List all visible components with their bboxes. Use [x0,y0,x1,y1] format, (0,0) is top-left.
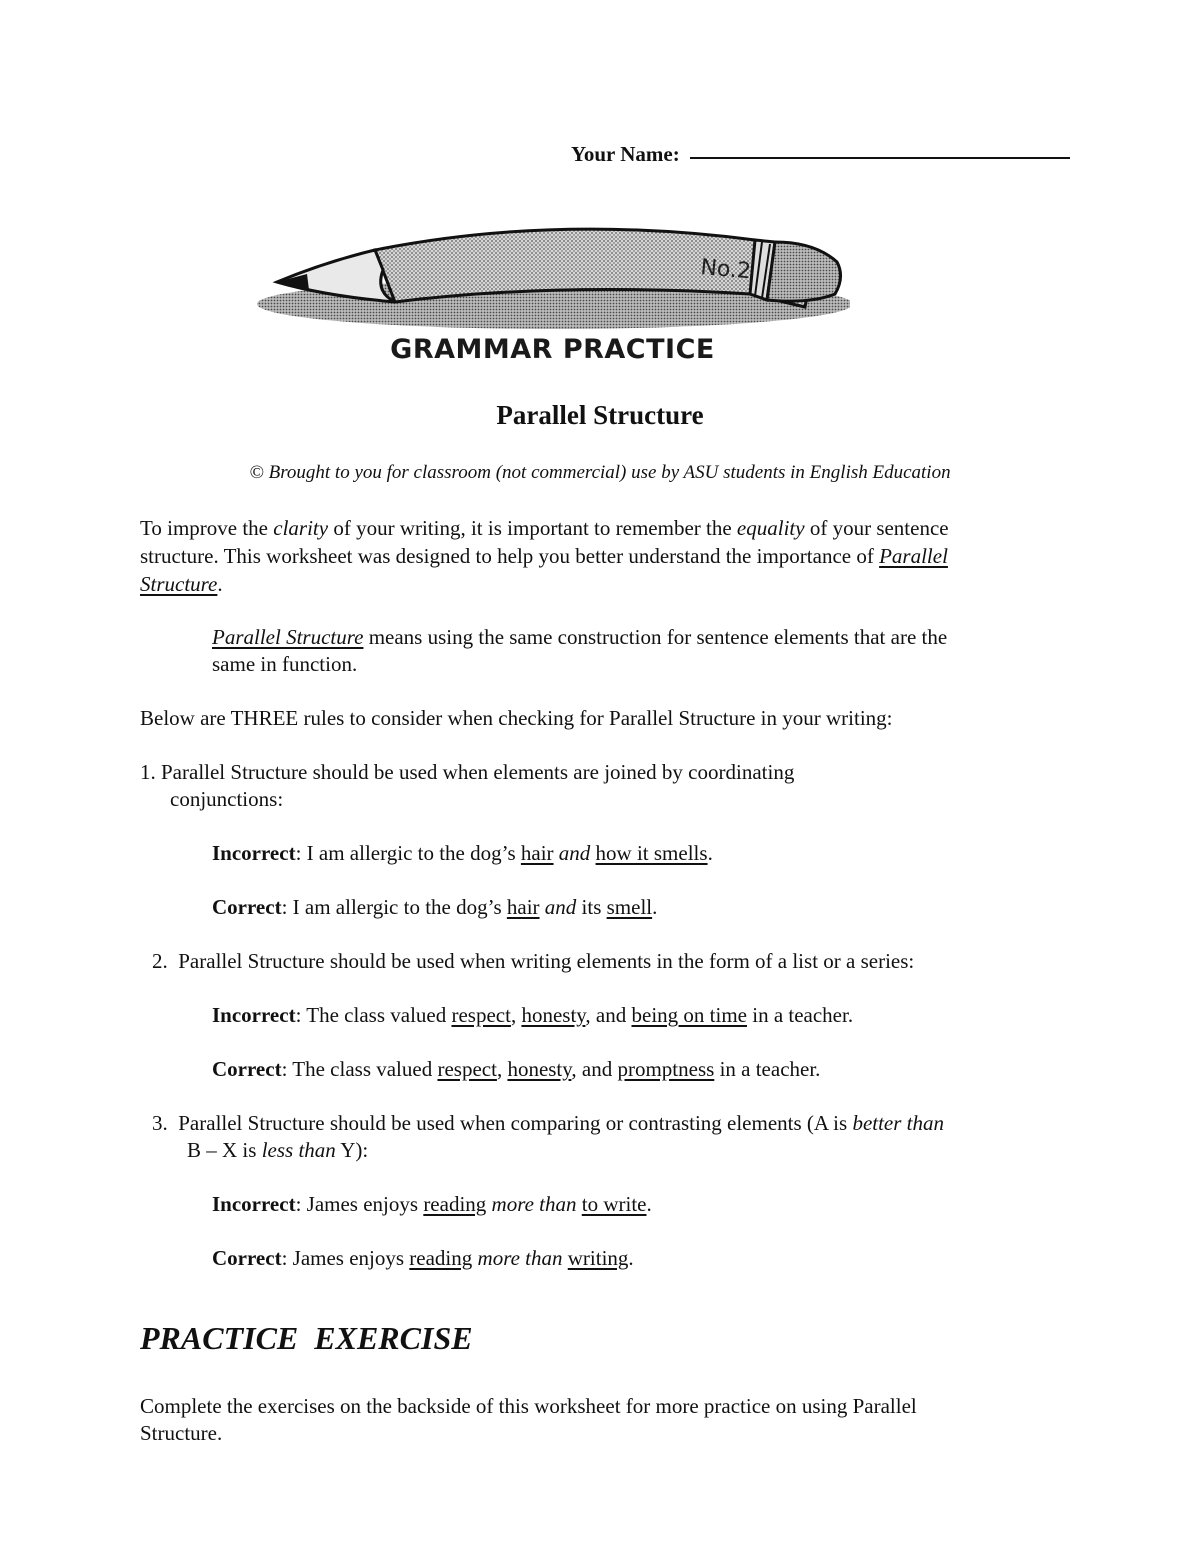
parallel-structure-link: Parallel [879,544,948,568]
practice-line-2: Structure. [140,1421,223,1445]
rule-2-line-1: 2. Parallel Structure should be used when writing elements in the form of a list or a series: [152,949,915,973]
intro-line-2: structure. This worksheet was designed to help you better understand the importance of Parallel [140,544,948,568]
rule-3-correct: Correct: James enjoys reading more than writing. [212,1246,634,1270]
intro-line-1: To improve the clarity of your writing, it is important to remember the equality of your sentence [140,516,949,540]
practice-heading: PRACTICE EXERCISE [140,1320,473,1356]
definition-line-1: Parallel Structure means using the same construction for sentence elements that are the [212,625,948,649]
rule-3-line-1: 3. Parallel Structure should be used when comparing or contrasting elements (A is better than [152,1111,945,1135]
rule-2-incorrect: Incorrect: The class valued respect, honesty, and being on time in a teacher. [212,1003,854,1027]
pencil-label: No.2 [699,255,752,285]
rule-1-line-2: conjunctions: [170,787,284,811]
practice-line-1: Complete the exercises on the backside of this worksheet for more practice on using Parallel [140,1394,917,1418]
definition-term: Parallel Structure [212,625,364,649]
page-title: Parallel Structure [496,400,704,430]
rule-3-line-2: B – X is less than Y): [187,1138,369,1162]
rule-1-line-1: 1. Parallel Structure should be used when elements are joined by coordinating [140,760,795,784]
rules-intro: Below are THREE rules to consider when checking for Parallel Structure in your writing: [140,706,893,730]
rule-2-correct: Correct: The class valued respect, honesty, and promptness in a teacher. [212,1057,821,1081]
banner-title: GRAMMAR PRACTICE [390,334,715,365]
name-label: Your Name: [571,142,680,166]
intro-line-3: Structure. [140,572,223,596]
rule-1-correct: Correct: I am allergic to the dog’s hair and its smell. [212,895,658,919]
credit-line: © Brought to you for classroom (not commercial) use by ASU students in English Education [249,462,951,483]
rule-1-number: 1. [140,760,156,784]
name-blank-line[interactable] [690,157,1070,159]
rule-1-incorrect: Incorrect: I am allergic to the dog’s hair and how it smells. [212,841,713,865]
rule-3-number: 3. [152,1111,168,1135]
rule-2-number: 2. [152,949,168,973]
definition-line-2: same in function. [212,652,358,676]
rule-3-incorrect: Incorrect: James enjoys reading more than to write. [212,1192,652,1216]
